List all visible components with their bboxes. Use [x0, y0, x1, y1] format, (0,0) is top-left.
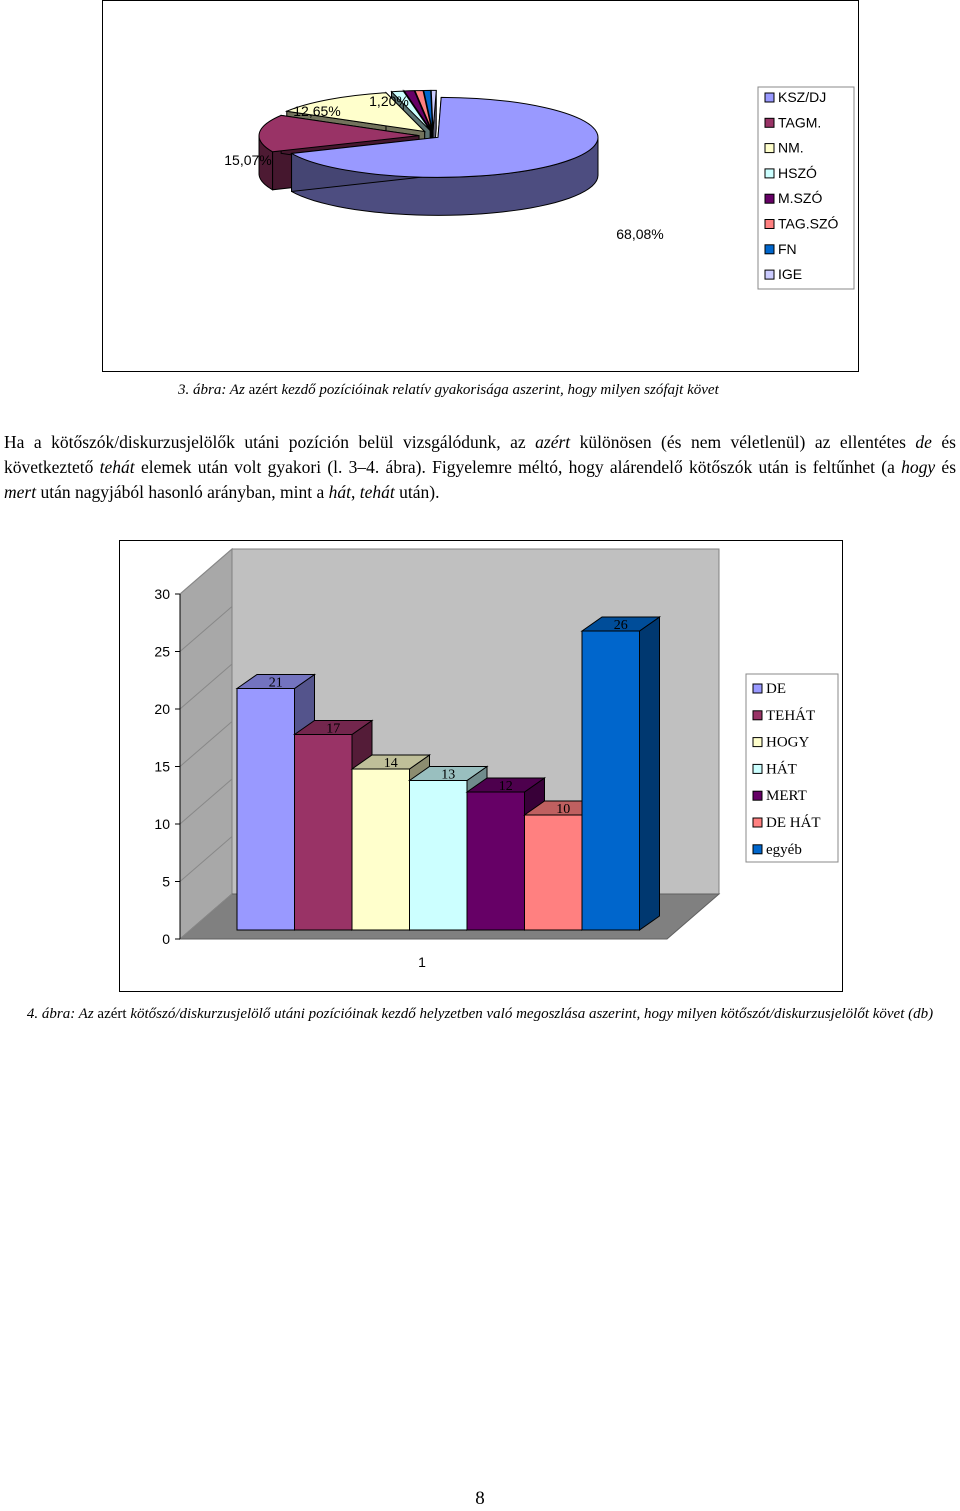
pie-legend-label: TAG.SZÓ	[778, 215, 839, 232]
bar-legend-swatch	[753, 738, 762, 747]
pie-legend-swatch	[765, 93, 774, 102]
y-tick-label: 0	[162, 931, 170, 947]
bar-front	[352, 769, 410, 930]
bar-legend	[746, 674, 838, 862]
bar-data-label: 13	[441, 767, 456, 783]
pie-legend-swatch	[765, 194, 774, 203]
bar-data-label: 10	[556, 802, 571, 817]
pie-data-label: 12,65%	[293, 103, 341, 119]
caption-3-prefix: 3. ábra: Az	[178, 382, 249, 398]
bar-legend-swatch	[753, 791, 762, 800]
pie-legend-swatch	[765, 144, 774, 153]
y-tick-label: 30	[154, 586, 170, 602]
pie-legend-label: NM.	[778, 139, 804, 156]
bar-front	[582, 631, 640, 930]
bar-legend-label: HÁT	[766, 761, 797, 778]
bar-legend-label: HOGY	[766, 734, 810, 751]
bar-front	[525, 815, 583, 930]
bar-front	[410, 781, 468, 931]
bar-data-label: 17	[326, 721, 341, 737]
pie-legend-label: M.SZÓ	[778, 190, 823, 207]
bar-data-label: 12	[498, 779, 513, 794]
bar-front	[295, 735, 353, 931]
bar-side	[640, 617, 660, 930]
x-category-label: 1	[418, 954, 426, 970]
y-tick-label: 15	[154, 758, 170, 775]
bar-front	[467, 792, 525, 930]
pie-chart	[103, 1, 860, 373]
pie-data-label: 68,08%	[616, 226, 664, 242]
bar-data-label: 14	[383, 756, 398, 771]
bar-front	[237, 689, 295, 931]
bar-legend-label: MERT	[766, 788, 807, 805]
bar-legend-label: egyéb	[766, 841, 802, 858]
bar-legend-label: TEHÁT	[766, 707, 816, 724]
pie-legend-swatch	[765, 245, 774, 254]
pie-legend-swatch	[765, 169, 774, 178]
bar-egy-b	[582, 617, 660, 930]
page-number: 8	[475, 1488, 485, 1509]
y-tick-label: 20	[154, 701, 170, 717]
pie-chart-frame	[102, 0, 859, 372]
pie-legend-label: TAGM.	[778, 114, 822, 131]
pie-data-label: 1,20%	[369, 93, 409, 109]
caption-3-rest: kezdő pozícióinak relatív gyakorisága aszerint, hogy milyen szófajt követ	[277, 382, 719, 398]
pie-legend-swatch	[765, 220, 774, 229]
bar-data-label: 26	[613, 618, 628, 633]
figure-3-caption	[178, 382, 878, 399]
y-tick-label: 25	[154, 643, 170, 660]
bar-chart	[120, 541, 844, 993]
bar-chart-frame	[119, 540, 843, 992]
bar-legend-swatch	[753, 684, 762, 693]
pie-legend-swatch	[765, 118, 774, 127]
bar-legend-swatch	[753, 818, 762, 827]
pie-legend-label: FN	[778, 240, 797, 257]
caption-4-rest: kötőszó/diskurzusjelölő utáni pozícióinak kezdő helyzetben való megoszlása aszerint, hogy milyen kötőszót/diskurzusjelölőt követ (db)	[126, 1006, 934, 1022]
bar-legend-swatch	[753, 711, 762, 720]
figure-4-caption	[0, 1004, 960, 1024]
bar-data-label: 21	[268, 675, 283, 691]
bar-legend-label: DE HÁT	[766, 815, 821, 831]
caption-4-word: azért	[97, 1006, 127, 1022]
bar-legend-swatch	[753, 845, 762, 854]
caption-3-word: azért	[248, 382, 278, 398]
pie-legend-label: IGE	[778, 266, 803, 283]
pie-legend	[758, 87, 854, 289]
pie-legend-label: KSZ/DJ	[778, 89, 827, 105]
body-paragraph: Ha a kötőszók/diskurzusjelölők utáni pozíción belül vizsgálódunk, az azért különösen (és nem véletlenül) az ellentétes de és következtető tehát elemek után volt gyakori (l. 3–4. ábra). Figyelemre méltó, hogy alárendelő kötőszók után is feltűnhet (a hogy és mert után nagyjából hasonló arányban, mint a hát, tehát után).	[4, 432, 956, 502]
y-tick-label: 10	[154, 816, 170, 832]
pie-legend-swatch	[765, 270, 774, 279]
y-tick-label: 5	[162, 873, 170, 890]
bar-legend-swatch	[753, 764, 762, 773]
caption-4-prefix: 4. ábra: Az	[26, 1006, 98, 1022]
bar-legend-label: DE	[766, 681, 786, 697]
pie-legend-label: HSZÓ	[778, 164, 817, 181]
pie-data-label: 15,07%	[224, 152, 272, 168]
